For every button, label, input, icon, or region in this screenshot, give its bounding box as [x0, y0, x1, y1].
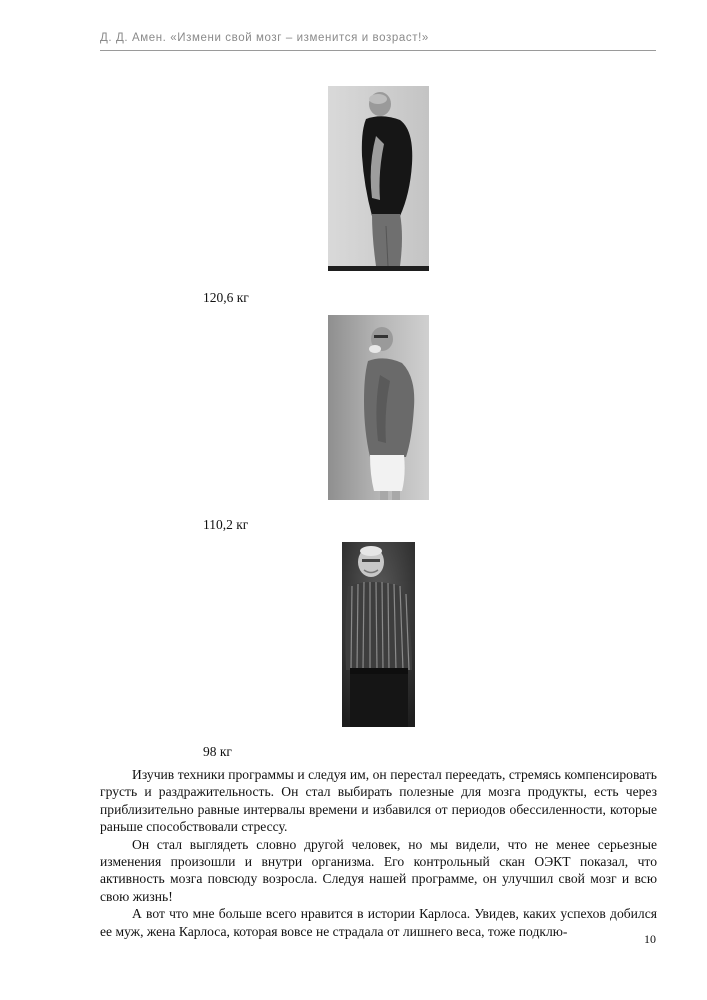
man-front-image	[342, 542, 415, 727]
running-title: Д. Д. Амен. «Измени свой мозг – изменится и возраст!»	[100, 32, 429, 44]
photo-profile-110kg	[328, 315, 429, 500]
paragraph: Он стал выглядеть словно другой человек, но мы видели, что не менее серьезные изменения произошли и внутри организма. Его контрольный скан ОЭКТ показал, что активность мозга повсюду возросла. Следуя нашей программе, он улучшил свой мозг и всю свою жизнь!	[100, 836, 657, 904]
photo-profile-120kg	[328, 86, 429, 271]
page-number: 10	[644, 932, 656, 946]
figure-caption: 120,6 кг	[203, 290, 249, 305]
photo-front-98kg	[342, 542, 415, 727]
figure-caption: 98 кг	[203, 744, 232, 759]
running-header	[100, 28, 656, 51]
figure-caption: 110,2 кг	[203, 517, 249, 532]
man-profile-image	[328, 315, 429, 500]
man-profile-image	[328, 86, 429, 271]
paragraph: Изучив техники программы и следуя им, он перестал переедать, стремясь компенсировать грусть и раздражительность. Он стал выбирать полезные для мозга продукты, есть через приблизительно равные интервалы времени и избавился от периодов обессиленности, которые раньше способствовали стрессу.	[100, 767, 657, 835]
paragraph: А вот что мне больше всего нравится в истории Карлоса. Увидев, каких успехов добился ее муж, жена Карлоса, которая вовсе не страдала от лишнего веса, тоже подклю-	[100, 906, 657, 939]
body-text	[100, 766, 657, 940]
